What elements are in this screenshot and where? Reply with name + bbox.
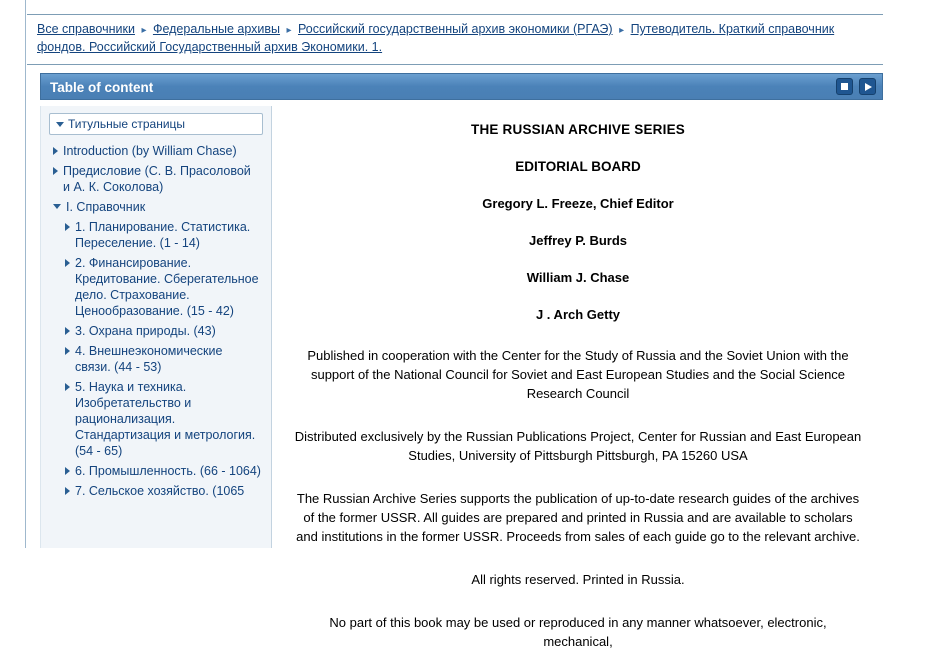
- content-paragraph: No part of this book may be used or reproduced in any manner whatsoever, electronic, mechanical,: [329, 615, 827, 649]
- editor-name: Jeffrey P. Burds: [528, 233, 628, 248]
- chevron-right-icon: [65, 487, 70, 495]
- toc-item-label: Introduction (by William Chase): [63, 144, 237, 158]
- breadcrumb-separator-icon: [284, 22, 295, 39]
- toc-item-label: 2. Финансирование. Кредитование. Сберегательное дело. Страхование. Ценообразование. (15 - 42): [75, 256, 259, 318]
- breadcrumb: [27, 14, 883, 65]
- toc-item-label: 1. Планирование. Статистика. Переселение. (1 - 14): [75, 220, 251, 250]
- breadcrumb-separator-icon: [138, 22, 149, 39]
- editor-name: J . Arch Getty: [535, 307, 621, 322]
- left-margin-rail: [0, 0, 26, 548]
- right-margin-rail: [883, 0, 935, 548]
- list-item[interactable]: [47, 253, 265, 321]
- chevron-right-icon: [65, 327, 70, 335]
- table-of-content-header: [40, 73, 883, 100]
- breadcrumb-item-0[interactable]: Все справочники: [37, 22, 135, 36]
- list-item[interactable]: [47, 341, 265, 377]
- chevron-right-icon: [65, 383, 70, 391]
- editor-name: William J. Chase: [526, 270, 630, 285]
- table-of-content-sidebar[interactable]: [40, 106, 272, 548]
- table-of-content-controls: [836, 78, 876, 95]
- breadcrumb-item-1[interactable]: Федеральные архивы: [152, 22, 281, 36]
- chevron-right-icon: [65, 259, 70, 267]
- page-title: THE RUSSIAN ARCHIVE SERIES: [471, 122, 685, 137]
- list-item[interactable]: [47, 321, 265, 341]
- toc-list: [41, 106, 271, 511]
- breadcrumb-item-2[interactable]: Российский государственный архив экономики (РГАЭ): [297, 22, 613, 36]
- toc-item-label: 4. Внешнеэкономические связи. (44 - 53): [75, 344, 223, 374]
- content-paragraph: The Russian Archive Series supports the publication of up-to-date research guides of the archives of the former USSR. All guides are prepared and printed in Russia and are available to scholars and institutions in the former USSR. Proceeds from sales of each guide go to the relevant archive.: [296, 491, 860, 544]
- document-content: [273, 106, 883, 649]
- chevron-right-icon: [53, 167, 58, 175]
- content-paragraph: All rights reserved. Printed in Russia.: [471, 572, 685, 587]
- list-item[interactable]: [47, 481, 265, 501]
- editor-name: Gregory L. Freeze, Chief Editor: [482, 196, 674, 211]
- toc-item-label: 6. Промышленность. (66 - 1064): [75, 464, 261, 478]
- toc-item-label: 7. Сельское хозяйство. (1065: [75, 484, 245, 498]
- toc-item-label: 5. Наука и техника. Изобретательство и рационализация. Стандартизация и метрология. (54 - 65): [75, 380, 256, 458]
- chevron-right-icon: [53, 147, 58, 155]
- editorial-board-heading: EDITORIAL BOARD: [515, 159, 641, 174]
- stop-button[interactable]: [836, 78, 853, 95]
- chevron-right-icon: [65, 347, 70, 355]
- toc-item-label: Предисловие (С. В. Прасоловой и А. К. Соколова): [63, 164, 251, 194]
- play-button[interactable]: [859, 78, 876, 95]
- list-item[interactable]: [47, 141, 265, 161]
- list-item[interactable]: [47, 161, 265, 197]
- chevron-down-icon: [56, 122, 64, 127]
- list-item[interactable]: [47, 197, 265, 217]
- chevron-right-icon: [65, 223, 70, 231]
- play-icon: [865, 83, 872, 91]
- content-paragraph: Published in cooperation with the Center for the Study of Russia and the Soviet Union with the support of the National Council for Soviet and East European Studies and the Social Science Research Council: [307, 348, 849, 401]
- toc-item-label: 3. Охрана природы. (43): [75, 324, 216, 338]
- toc-selected-item[interactable]: [49, 113, 263, 135]
- breadcrumb-item-3[interactable]: Путеводитель. Краткий справочник фондов. Российский Государственный архив Экономики. 1.: [37, 22, 835, 54]
- breadcrumb-separator-icon: [616, 22, 627, 39]
- table-of-content-title: Table of content: [50, 80, 154, 95]
- toc-selected-label: Титульные страницы: [68, 117, 186, 131]
- list-item[interactable]: [47, 461, 265, 481]
- list-item[interactable]: [47, 377, 265, 461]
- toc-item-label: I. Справочник: [66, 200, 146, 214]
- chevron-right-icon: [65, 467, 70, 475]
- list-item[interactable]: [47, 217, 265, 253]
- chevron-down-icon: [53, 204, 61, 209]
- stop-icon: [841, 83, 848, 90]
- content-paragraph: Distributed exclusively by the Russian Publications Project, Center for Russian and East European Studies, University of Pittsburgh Pittsburgh, PA 15260 USA: [294, 429, 862, 463]
